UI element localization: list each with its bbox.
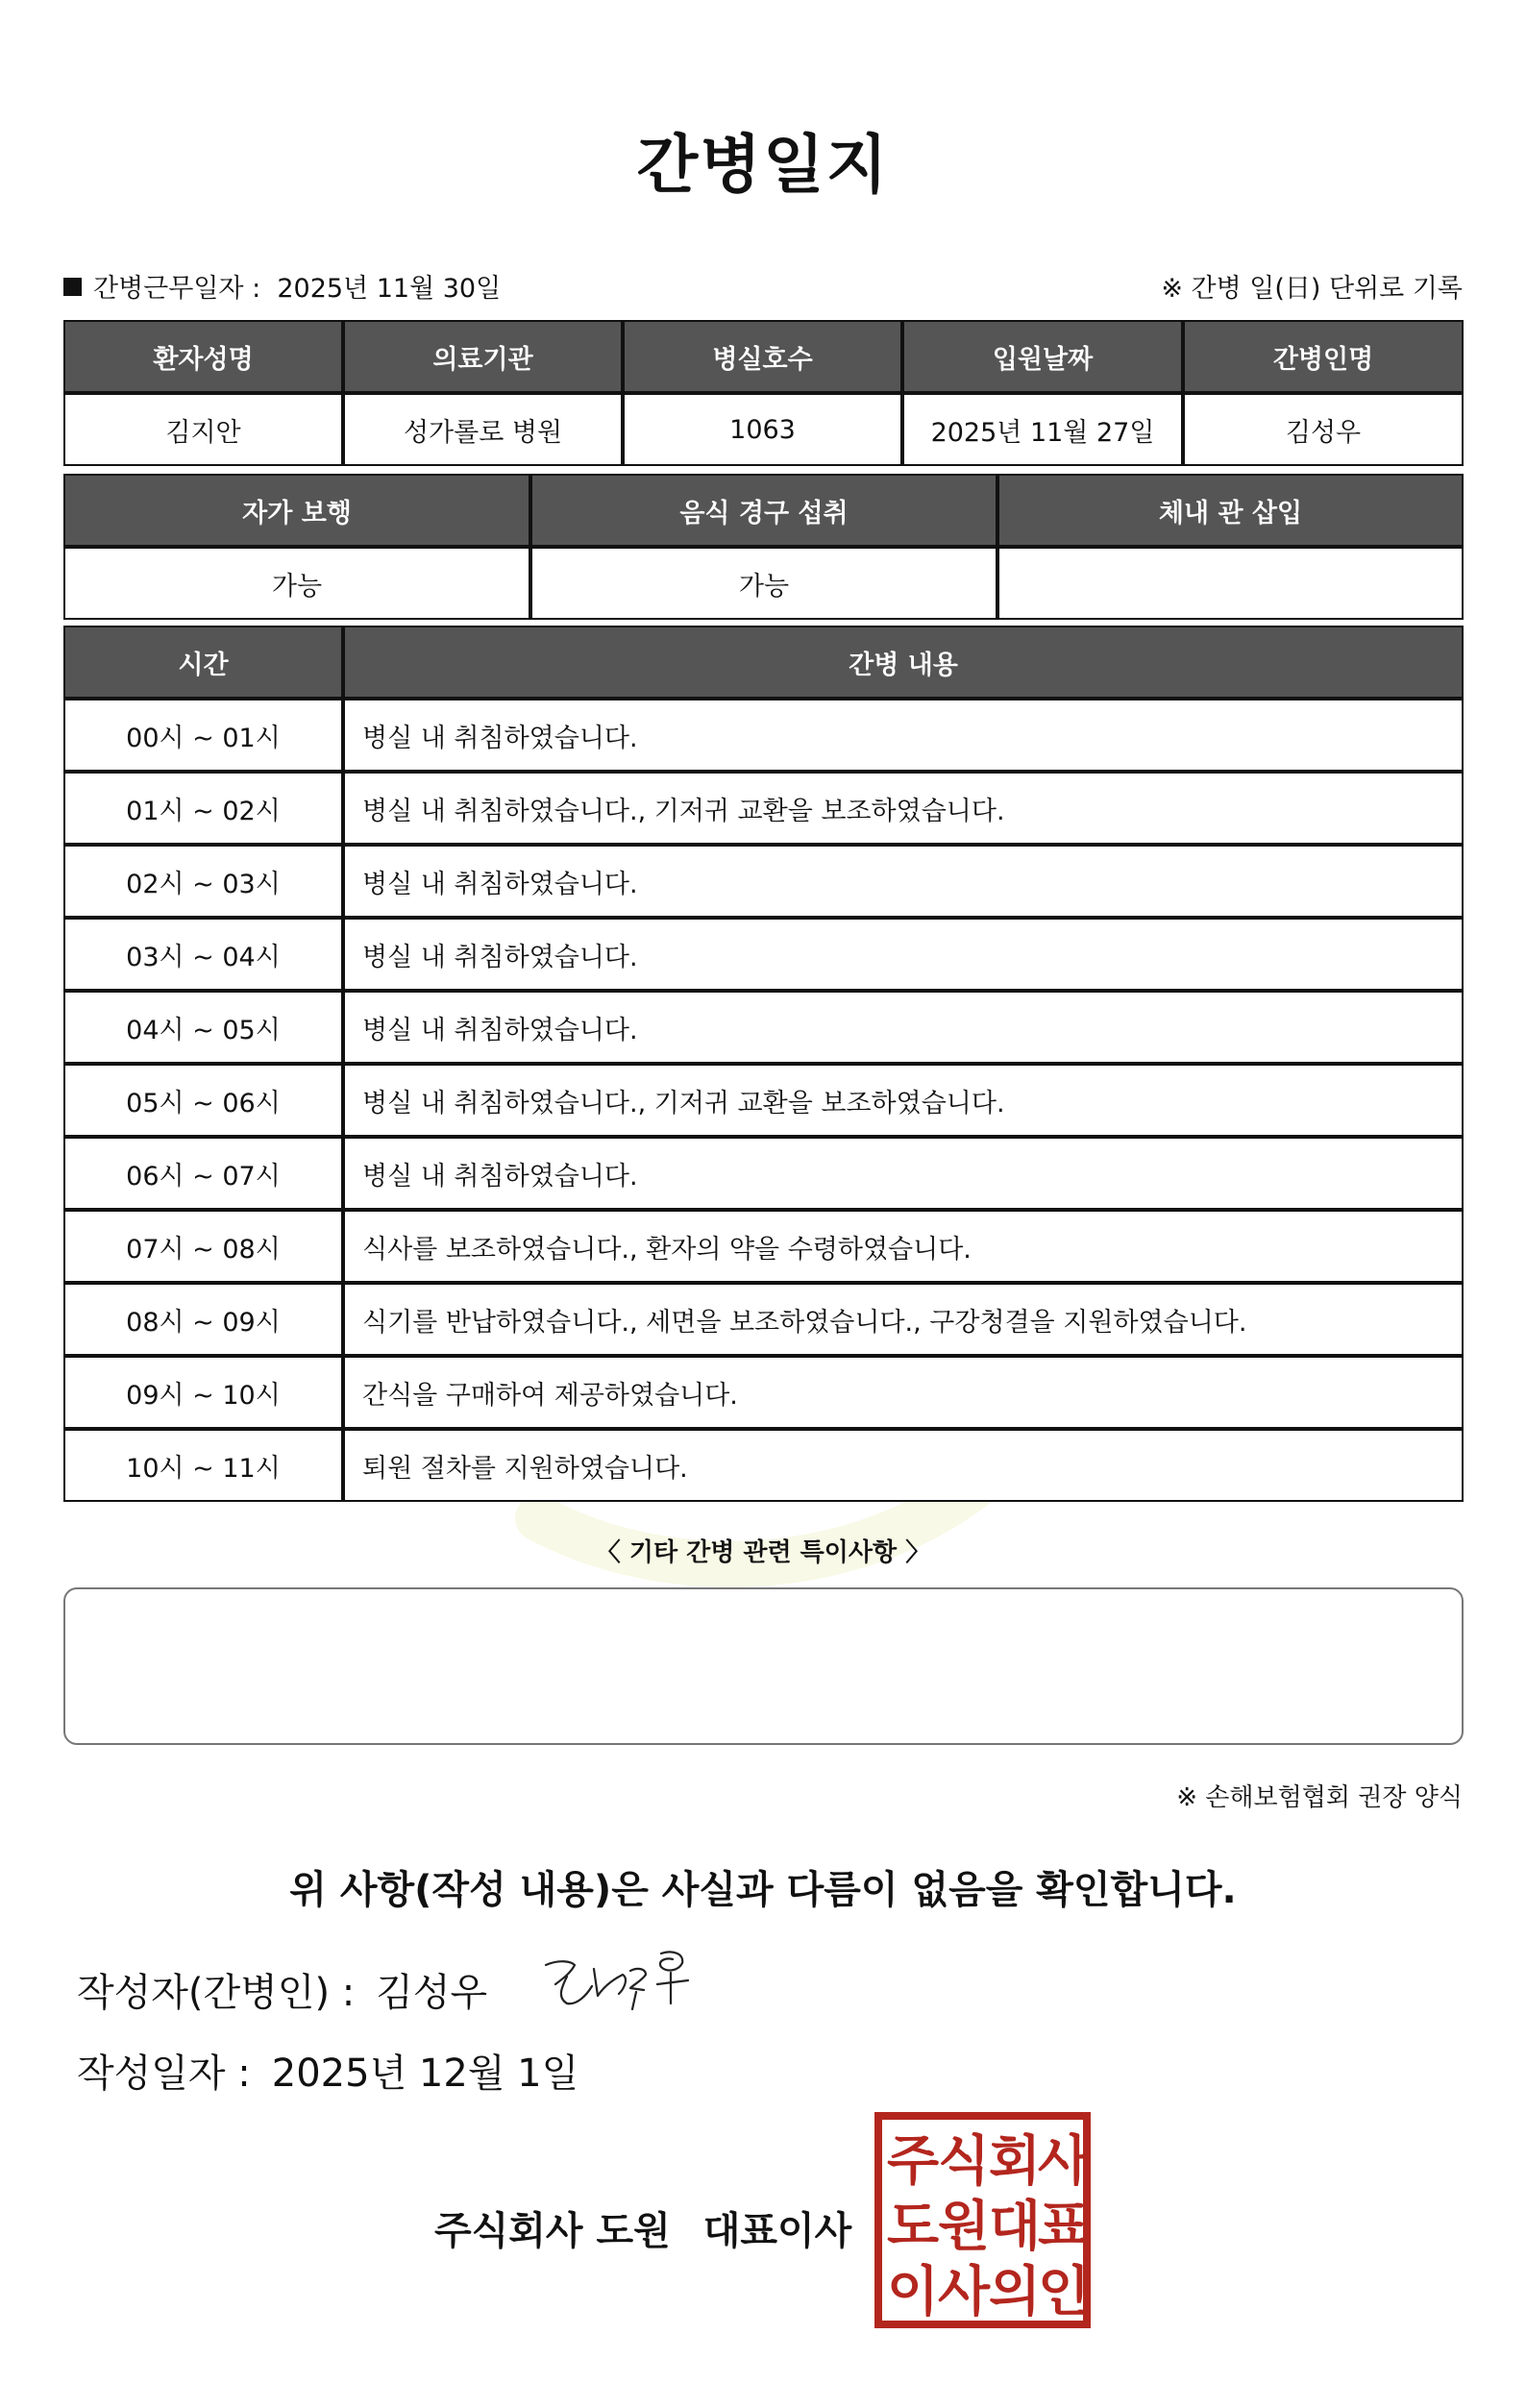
- patient-name-cell: 김지안: [63, 393, 343, 466]
- document-title: 간병일지: [636, 128, 890, 202]
- seal-char: 의: [988, 2261, 1042, 2323]
- time-cell: 01시 ~ 02시: [63, 772, 343, 845]
- header-time: 시간: [63, 626, 343, 699]
- header-caregiver-name: 간병인명: [1183, 320, 1464, 393]
- company-seal-stamp: [874, 2112, 1091, 2328]
- seal-char: 사: [937, 2261, 991, 2323]
- content-cell: 병실 내 취침하였습니다., 기저귀 교환을 보조하였습니다.: [343, 1064, 1464, 1137]
- content-cell: 병실 내 취침하였습니다.: [343, 845, 1464, 918]
- work-date-line: [63, 267, 501, 305]
- written-date-value: 2025년 12월 1일: [271, 2052, 579, 2096]
- time-cell: 05시 ~ 06시: [63, 1064, 343, 1137]
- other-notes-label: 〈 기타 간병 관련 특이사항 〉: [595, 1538, 931, 1567]
- handwritten-signature: [538, 1946, 701, 2018]
- content-cell: 병실 내 취침하였습니다.: [343, 699, 1464, 772]
- header-tube-insertion: 체내 관 삽입: [997, 474, 1464, 547]
- self-walking-cell: 가능: [63, 547, 530, 620]
- time-cell: 02시 ~ 03시: [63, 845, 343, 918]
- content-cell: 병실 내 취침하였습니다., 기저귀 교환을 보조하였습니다.: [343, 772, 1464, 845]
- header-oral-intake: 음식 경구 섭취: [530, 474, 997, 547]
- time-cell: 10시 ~ 11시: [63, 1429, 343, 1502]
- company-title: 대표이사: [702, 2209, 852, 2253]
- tube-insertion-cell: [997, 547, 1464, 620]
- writer-label: 작성자(간병인) :: [77, 1971, 356, 2015]
- patient-info-table: [63, 320, 1464, 466]
- content-cell: 병실 내 취침하였습니다.: [343, 991, 1464, 1064]
- work-date-label: 간병근무일자 :: [93, 274, 261, 304]
- seal-char: 회: [988, 2130, 1042, 2193]
- confirmation-statement: 위 사항(작성 내용)은 사실과 다름이 없음을 확인합니다.: [289, 1868, 1237, 1912]
- time-cell: 07시 ~ 08시: [63, 1210, 343, 1283]
- header-admission-date: 입원날짜: [902, 320, 1183, 393]
- content-cell: 식기를 반납하였습니다., 세면을 보조하였습니다., 구강청결을 지원하였습니다.: [343, 1283, 1464, 1356]
- square-bullet-icon: [63, 278, 82, 296]
- written-date-line: [77, 2043, 578, 2098]
- seal-char: 표: [1037, 2196, 1091, 2258]
- oral-intake-cell: 가능: [530, 547, 997, 620]
- seal-char: 대: [988, 2196, 1042, 2258]
- care-log-table: [63, 626, 1464, 1502]
- seal-char: 도: [886, 2196, 940, 2258]
- admission-date-cell: 2025년 11월 27일: [902, 393, 1183, 466]
- time-cell: 00시 ~ 01시: [63, 699, 343, 772]
- patient-status-table: [63, 474, 1464, 620]
- content-cell: 병실 내 취침하였습니다.: [343, 918, 1464, 991]
- time-cell: 03시 ~ 04시: [63, 918, 343, 991]
- time-cell: 08시 ~ 09시: [63, 1283, 343, 1356]
- work-date-value: 2025년 11월 30일: [277, 274, 502, 304]
- company-signature-line: [434, 2200, 851, 2255]
- company-name: 주식회사 도원: [434, 2209, 671, 2253]
- time-cell: 06시 ~ 07시: [63, 1137, 343, 1210]
- content-cell: 식사를 보조하였습니다., 환자의 약을 수령하였습니다.: [343, 1210, 1464, 1283]
- header-room-number: 병실호수: [623, 320, 902, 393]
- content-cell: 병실 내 취침하였습니다.: [343, 1137, 1464, 1210]
- hospital-cell: 성가롤로 병원: [343, 393, 623, 466]
- written-date-label: 작성일자 :: [77, 2052, 251, 2096]
- caregiver-name-cell: 김성우: [1183, 393, 1464, 466]
- header-hospital: 의료기관: [343, 320, 623, 393]
- room-number-cell: 1063: [623, 393, 902, 466]
- header-self-walking: 자가 보행: [63, 474, 530, 547]
- time-cell: 09시 ~ 10시: [63, 1356, 343, 1429]
- writer-line: [77, 1962, 487, 2017]
- unit-note: ※ 간병 일(日) 단위로 기록: [1161, 274, 1463, 304]
- content-cell: 간식을 구매하여 제공하였습니다.: [343, 1356, 1464, 1429]
- seal-char: 주: [886, 2130, 940, 2193]
- form-source-note: ※ 손해보험협회 권장 양식: [1176, 1783, 1463, 1812]
- seal-char: 사: [1037, 2130, 1091, 2193]
- seal-char: 식: [937, 2130, 991, 2193]
- seal-char: 원: [937, 2196, 991, 2258]
- writer-name: 김성우: [376, 1971, 488, 2015]
- other-notes-box: [63, 1587, 1464, 1745]
- seal-char: 인: [1037, 2261, 1091, 2323]
- seal-char: 이: [886, 2261, 940, 2323]
- header-care-content: 간병 내용: [343, 626, 1464, 699]
- time-cell: 04시 ~ 05시: [63, 991, 343, 1064]
- header-patient-name: 환자성명: [63, 320, 343, 393]
- content-cell: 퇴원 절차를 지원하였습니다.: [343, 1429, 1464, 1502]
